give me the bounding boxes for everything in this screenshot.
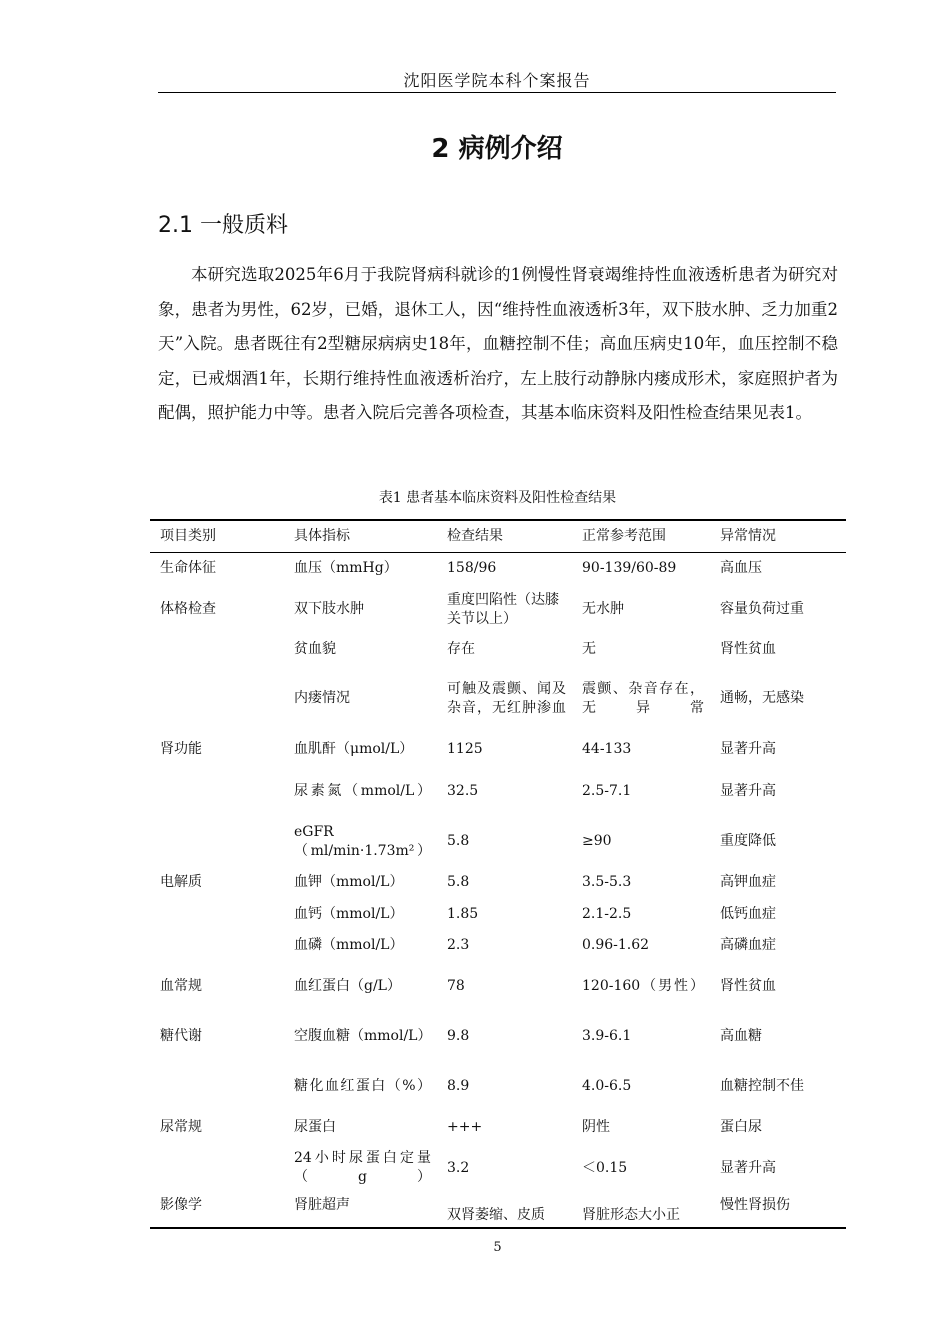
chapter-title: 2 病例介绍 xyxy=(431,134,563,164)
cell-indicator: 血肌酐（μmol/L） xyxy=(294,741,414,757)
cell-abnormality: 高磷血症 xyxy=(720,936,776,953)
table-row xyxy=(150,817,846,867)
table-caption: 表1 患者基本临床资料及阳性检查结果 xyxy=(378,490,617,506)
cell-result: 双肾萎缩、皮质 xyxy=(447,1206,545,1223)
cell-indicator: 双下肢水肿 xyxy=(294,601,364,617)
cell-category xyxy=(150,1143,284,1194)
cell-abnormality: 肾性贫血 xyxy=(720,641,776,657)
cell-reference-range: 2.1-2.5 xyxy=(582,905,632,922)
header-reference-range: 正常参考范围 xyxy=(582,528,666,544)
cell-category: 糖代谢 xyxy=(160,1028,202,1044)
cell-reference-range: 3.9-6.1 xyxy=(582,1028,632,1044)
cell-result: +++ xyxy=(447,1118,483,1135)
cell-reference-range: ≥90 xyxy=(582,833,612,849)
table-row xyxy=(150,665,846,733)
table-row xyxy=(150,733,846,767)
cell-indicator: 血磷（mmol/L） xyxy=(294,936,404,953)
cell-indicator: eGFR（ml/min·1.73m²） xyxy=(294,823,431,859)
cell-category: 血常规 xyxy=(160,977,202,994)
cell-abnormality: 血糖控制不佳 xyxy=(720,1078,804,1094)
table-header-row xyxy=(150,520,846,553)
cell-indicator: 肾脏超声 xyxy=(294,1196,350,1213)
clinical-data-table xyxy=(150,519,846,1229)
cell-indicator: 贫血貌 xyxy=(294,641,336,657)
cell-abnormality: 蛋白尿 xyxy=(720,1118,762,1135)
cell-reference-range: 无 xyxy=(582,641,596,657)
cell-category: 肾功能 xyxy=(160,741,202,757)
cell-abnormality: 显著升高 xyxy=(720,783,776,799)
cell-reference-range: ＜0.15 xyxy=(582,1159,628,1176)
cell-category xyxy=(150,1062,284,1112)
table-row xyxy=(150,1112,846,1143)
cell-indicator: 血钾（mmol/L） xyxy=(294,874,404,890)
cell-result: 9.8 xyxy=(447,1028,470,1044)
section-title: 2.1 一般质料 xyxy=(158,213,288,238)
cell-abnormality: 容量负荷过重 xyxy=(720,601,804,617)
table-row xyxy=(150,899,846,930)
cell-result: 5.8 xyxy=(447,833,470,849)
cell-abnormality: 重度降低 xyxy=(720,833,776,849)
table-row xyxy=(150,1143,846,1194)
cell-result: 32.5 xyxy=(447,783,479,799)
table-row xyxy=(150,553,846,585)
cell-category xyxy=(150,817,284,867)
header-rule xyxy=(158,92,836,93)
cell-indicator: 血红蛋白（g/L） xyxy=(294,977,401,994)
running-header: 沈阳医学院本科个案报告 xyxy=(403,71,591,90)
cell-reference-range: 0.96-1.62 xyxy=(582,936,650,953)
header-result: 检查结果 xyxy=(447,528,503,544)
cell-result: 存在 xyxy=(447,641,475,657)
cell-indicator: 空腹血糖（mmol/L） xyxy=(294,1028,432,1044)
cell-result: 158/96 xyxy=(447,560,497,577)
cell-result: 5.8 xyxy=(447,874,470,890)
cell-reference-range: 3.5-5.3 xyxy=(582,874,632,890)
cell-reference-range: 4.0-6.5 xyxy=(582,1078,632,1094)
cell-reference-range: 44-133 xyxy=(582,741,632,757)
table-row xyxy=(150,585,846,635)
cell-indicator: 尿蛋白 xyxy=(294,1118,336,1135)
cell-reference-range: 2.5-7.1 xyxy=(582,783,632,799)
cell-result: 1125 xyxy=(447,741,483,757)
cell-abnormality: 高钾血症 xyxy=(720,874,776,890)
cell-category xyxy=(150,930,284,961)
cell-indicator: 血钙（mmol/L） xyxy=(294,905,404,922)
cell-category: 电解质 xyxy=(160,874,202,890)
cell-reference-range: 阴性 xyxy=(582,1118,610,1135)
cell-abnormality: 高血糖 xyxy=(720,1028,762,1044)
cell-category: 体格检查 xyxy=(160,601,216,617)
table-row xyxy=(150,1062,846,1112)
header-abnormality: 异常情况 xyxy=(720,528,776,544)
cell-abnormality: 显著升高 xyxy=(720,741,776,757)
cell-abnormality: 高血压 xyxy=(720,560,762,577)
cell-category xyxy=(150,899,284,930)
table-row xyxy=(150,635,846,665)
cell-category xyxy=(150,767,284,817)
table-row xyxy=(150,1012,846,1062)
cell-reference-range: 震颤、杂音存在，无异常 xyxy=(582,680,704,716)
cell-category xyxy=(150,635,284,665)
cell-category xyxy=(150,665,284,733)
table-row xyxy=(150,961,846,1012)
cell-result: 78 xyxy=(447,977,465,994)
cell-result: 2.3 xyxy=(447,936,470,953)
cell-category: 尿常规 xyxy=(160,1118,202,1135)
cell-indicator: 尿素氮（mmol/L） xyxy=(294,783,431,799)
table-row xyxy=(150,867,846,899)
page-number: 5 xyxy=(493,1240,502,1255)
header-category: 项目类别 xyxy=(160,528,216,544)
cell-reference-range: 肾脏形态大小正 xyxy=(582,1206,680,1223)
body-paragraph: 本研究选取2025年6月于我院肾病科就诊的1例慢性肾衰竭维持性血液透析患者为研究对象，患者为男性，62岁，已婚，退休工人，因“维持性血液透析3年，双下肢水肿、乏力加重2天”入院。患者既往有2型糖尿病病史18年，血糖控制不佳；高血压病史10年，血压控制不稳定，已戒烟酒1年，长期行维持性血液透析治疗，左上肢行动静脉内瘘成形术，家庭照护者为配偶，照护能力中等。患者入院后完善各项检查，其基本临床资料及阳性检查结果见表1。 xyxy=(158,265,838,422)
cell-category: 影像学 xyxy=(160,1196,202,1213)
table-row xyxy=(150,1194,846,1228)
table-row xyxy=(150,767,846,817)
cell-abnormality: 慢性肾损伤 xyxy=(720,1196,790,1213)
cell-result: 8.9 xyxy=(447,1078,470,1094)
cell-indicator: 糖化血红蛋白（%） xyxy=(294,1078,431,1094)
cell-abnormality: 肾性贫血 xyxy=(720,977,776,994)
cell-indicator: 内瘘情况 xyxy=(294,690,350,706)
cell-result: 可触及震颤、闻及杂音，无红肿渗血 xyxy=(447,680,566,716)
cell-category: 生命体征 xyxy=(160,560,216,577)
header-indicator: 具体指标 xyxy=(294,528,350,544)
cell-indicator: 血压（mmHg） xyxy=(294,560,398,577)
cell-abnormality: 显著升高 xyxy=(720,1159,776,1176)
cell-result: 重度凹陷性（达膝关节以上） xyxy=(447,591,559,627)
cell-reference-range: 90-139/60-89 xyxy=(582,560,677,577)
cell-reference-range: 120-160（男性） xyxy=(582,977,704,994)
table-row xyxy=(150,930,846,961)
cell-reference-range: 无水肿 xyxy=(582,601,624,617)
cell-result: 3.2 xyxy=(447,1159,470,1176)
cell-result: 1.85 xyxy=(447,905,479,922)
cell-indicator: 24小时尿蛋白定量（g） xyxy=(294,1150,431,1185)
cell-abnormality: 低钙血症 xyxy=(720,905,776,922)
cell-abnormality: 通畅，无感染 xyxy=(720,690,804,706)
